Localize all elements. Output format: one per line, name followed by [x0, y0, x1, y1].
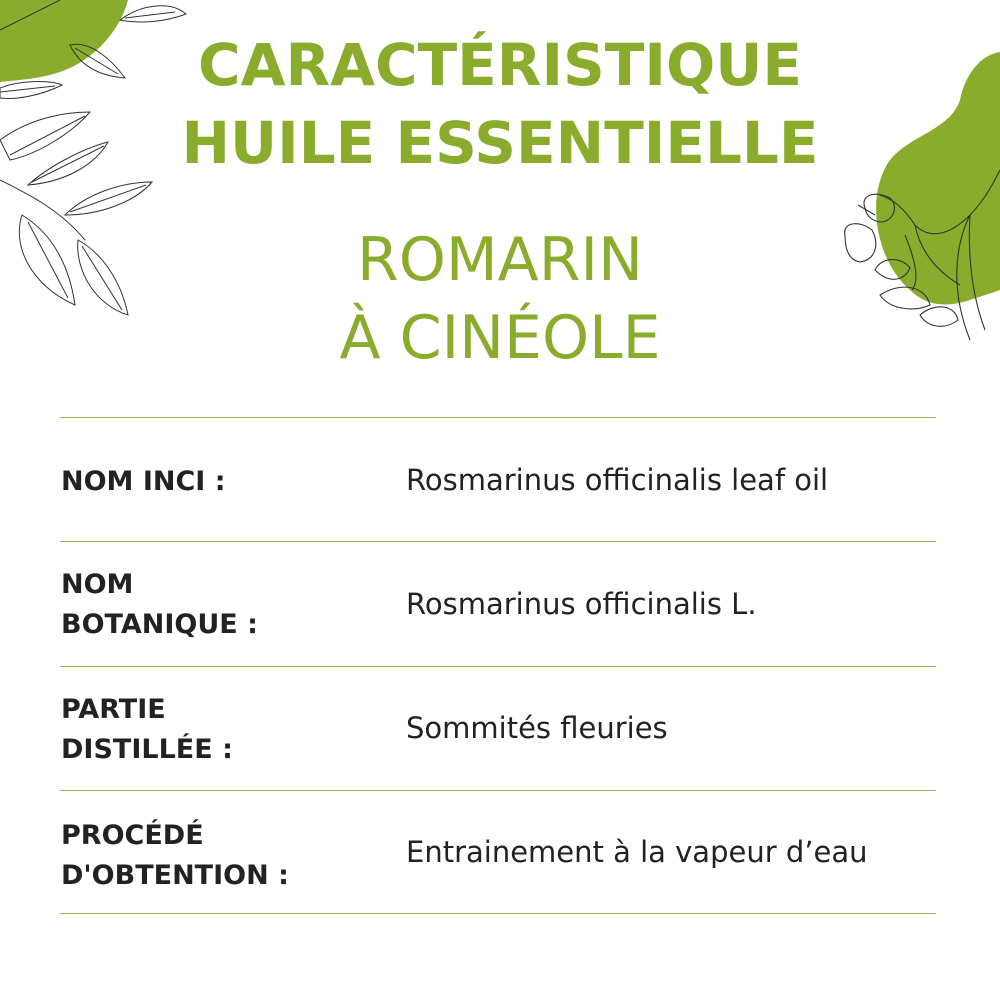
product-name-line2: À CINÉOLE: [339, 303, 661, 373]
row-label: NOM INCI :: [61, 466, 226, 497]
page-title-line1: CARACTÉRISTIQUE: [198, 31, 802, 99]
row-label: PARTIE DISTILLÉE :: [61, 694, 233, 765]
divider: [60, 417, 936, 418]
page-title-line2: HUILE ESSENTIELLE: [181, 109, 819, 177]
divider: [60, 790, 936, 791]
divider: [60, 666, 936, 667]
product-name-line1: ROMARIN: [357, 225, 643, 295]
row-label: NOM BOTANIQUE :: [61, 569, 258, 640]
divider: [60, 913, 936, 914]
row-value: Rosmarinus officinalis leaf oil: [406, 463, 829, 497]
row-label: PROCÉDÉ D'OBTENTION :: [61, 820, 289, 891]
row-value: Entrainement à la vapeur d’eau: [406, 835, 868, 869]
row-value: Rosmarinus officinalis L.: [406, 587, 757, 621]
row-value: Sommités fleuries: [406, 711, 668, 745]
divider: [60, 541, 936, 542]
